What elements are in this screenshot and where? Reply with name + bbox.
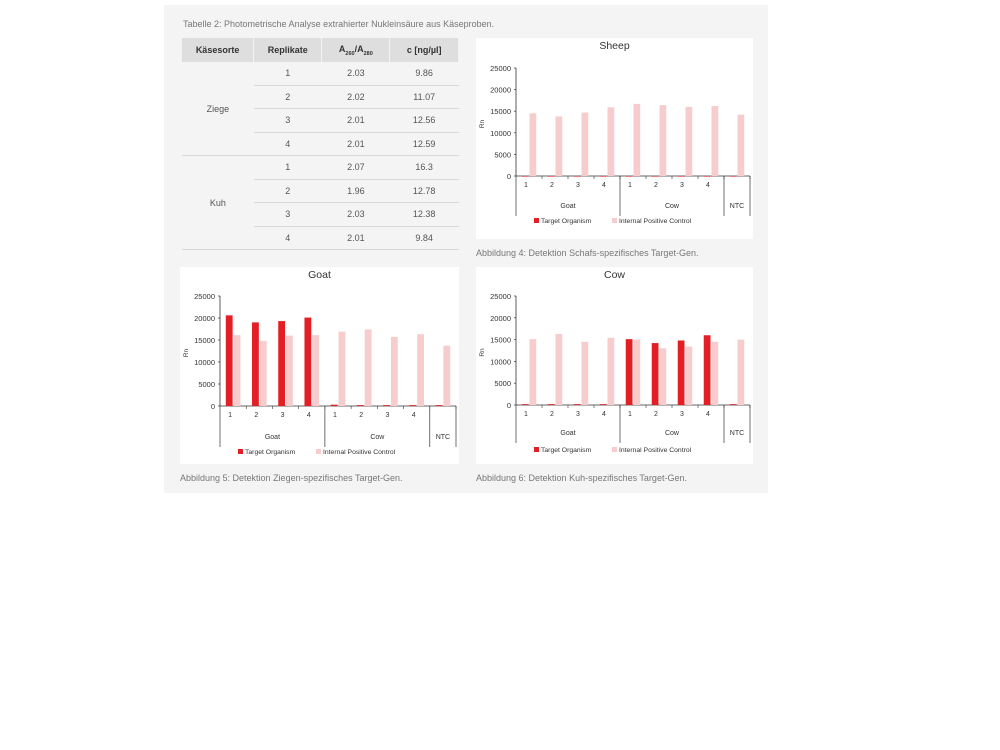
bar-internal-positive-control bbox=[530, 339, 537, 405]
y-tick-label: 20000 bbox=[194, 314, 215, 323]
table-row bbox=[182, 62, 459, 85]
bar-internal-positive-control bbox=[686, 347, 693, 405]
x-tick-label: 3 bbox=[680, 182, 684, 189]
bar-internal-positive-control bbox=[634, 104, 641, 176]
x-tick-label: 1 bbox=[628, 182, 632, 189]
bar-target-organism bbox=[331, 405, 338, 406]
bar-target-organism bbox=[678, 176, 685, 177]
x-group-label: Goat bbox=[560, 430, 576, 437]
bar-internal-positive-control bbox=[417, 334, 424, 406]
header-ratio-sub1: 260 bbox=[345, 50, 355, 57]
x-tick-label: 3 bbox=[385, 412, 390, 419]
table-row bbox=[182, 156, 459, 180]
x-tick-label: 4 bbox=[411, 412, 416, 419]
bar-internal-positive-control bbox=[738, 115, 745, 176]
cell-replikat: 1 bbox=[254, 62, 322, 85]
legend-swatch-target-organism bbox=[534, 447, 539, 452]
bar-internal-positive-control bbox=[712, 342, 719, 405]
bar-target-organism bbox=[574, 404, 581, 405]
legend-label-internal-positive-control: Internal Positive Control bbox=[619, 447, 692, 454]
bar-internal-positive-control bbox=[660, 105, 667, 176]
bar-target-organism bbox=[704, 176, 711, 177]
bar-target-organism bbox=[548, 176, 555, 177]
bar-target-organism bbox=[409, 405, 416, 406]
y-tick-label: 5000 bbox=[494, 150, 511, 160]
cell-ratio: 1.96 bbox=[322, 179, 390, 203]
header-ratio-sep: /A bbox=[354, 43, 364, 54]
bar-internal-positive-control bbox=[608, 338, 615, 405]
bar-internal-positive-control bbox=[582, 112, 589, 176]
bar-internal-positive-control bbox=[391, 337, 398, 406]
bar-internal-positive-control bbox=[738, 340, 745, 405]
table-header-row bbox=[182, 38, 459, 62]
bar-internal-positive-control bbox=[686, 107, 693, 176]
bar-target-organism bbox=[626, 176, 633, 177]
x-group-label: NTC bbox=[729, 430, 745, 437]
x-group-label: Cow bbox=[370, 434, 385, 441]
chart-sheep bbox=[476, 38, 753, 239]
x-tick-label: 3 bbox=[680, 411, 684, 418]
y-tick-label: 0 bbox=[210, 402, 215, 411]
y-tick-label: 25000 bbox=[490, 292, 511, 301]
bar-target-organism bbox=[626, 339, 633, 405]
y-tick-label: 0 bbox=[506, 172, 511, 181]
chart-title: Sheep bbox=[599, 40, 630, 52]
header-concentration: c [ng/µl] bbox=[390, 38, 459, 62]
bar-target-organism bbox=[278, 321, 285, 406]
cell-conc: 12.38 bbox=[390, 203, 459, 227]
x-group-label: NTC bbox=[729, 203, 745, 210]
y-tick-label: 25000 bbox=[194, 292, 215, 301]
bar-target-organism bbox=[678, 340, 685, 405]
bar-internal-positive-control bbox=[260, 341, 267, 406]
chart-cow-svg bbox=[476, 267, 753, 464]
x-tick-label: 1 bbox=[333, 412, 337, 419]
y-tick-label: 5000 bbox=[198, 380, 215, 389]
x-tick-label: 4 bbox=[602, 182, 606, 189]
caption-figure-5: Abbildung 5: Detektion Ziegen-spezifisches Target-Gen. bbox=[180, 473, 403, 483]
bar-target-organism bbox=[600, 404, 607, 405]
cell-conc: 12.56 bbox=[390, 109, 459, 133]
chart-goat bbox=[180, 267, 459, 464]
bar-target-organism bbox=[600, 176, 607, 177]
header-kaesesorte: Käsesorte bbox=[182, 38, 254, 62]
bar-internal-positive-control bbox=[443, 346, 450, 406]
cell-conc: 12.59 bbox=[390, 132, 459, 156]
group-cell-kuh: Kuh bbox=[182, 156, 254, 250]
legend-label-target-organism: Target Organism bbox=[245, 449, 296, 456]
bar-internal-positive-control bbox=[556, 334, 563, 405]
x-group-label: Goat bbox=[560, 203, 576, 210]
x-tick-label: 2 bbox=[254, 412, 259, 419]
y-tick-label: 25000 bbox=[490, 64, 511, 73]
bar-internal-positive-control bbox=[582, 342, 589, 405]
chart-title: Cow bbox=[603, 269, 626, 281]
cell-replikat: 2 bbox=[254, 179, 322, 203]
legend-swatch-target-organism bbox=[534, 218, 539, 223]
x-group-label: Goat bbox=[264, 434, 281, 441]
bar-target-organism bbox=[383, 405, 390, 406]
chart-sheep-svg bbox=[476, 38, 753, 239]
legend-swatch-target-organism bbox=[238, 449, 243, 454]
x-tick-label: 2 bbox=[550, 182, 554, 189]
bar-internal-positive-control bbox=[608, 107, 615, 176]
bar-internal-positive-control bbox=[712, 106, 719, 176]
x-tick-label: 2 bbox=[550, 411, 554, 418]
bar-internal-positive-control bbox=[660, 348, 667, 405]
bar-target-organism bbox=[226, 315, 233, 406]
x-tick-label: 2 bbox=[654, 182, 658, 189]
cell-replikat: 3 bbox=[254, 203, 322, 227]
bar-internal-positive-control bbox=[339, 332, 346, 406]
x-tick-label: 1 bbox=[228, 412, 233, 419]
cell-conc: 11.07 bbox=[390, 85, 459, 109]
bar-target-organism bbox=[522, 404, 529, 405]
cell-ratio: 2.07 bbox=[322, 156, 390, 180]
x-tick-label: 1 bbox=[628, 411, 632, 418]
x-tick-label: 2 bbox=[359, 412, 364, 419]
bar-target-organism bbox=[652, 343, 659, 405]
bar-internal-positive-control bbox=[365, 329, 372, 406]
x-group-label: Cow bbox=[664, 430, 680, 437]
legend-label-internal-positive-control: Internal Positive Control bbox=[323, 449, 396, 456]
bar-target-organism bbox=[704, 335, 711, 405]
y-axis-label: Rn bbox=[479, 348, 486, 357]
y-axis-label: Rn bbox=[183, 348, 190, 358]
header-ratio-a: A bbox=[338, 43, 346, 54]
legend-label-target-organism: Target Organism bbox=[541, 218, 592, 225]
chart-goat-svg bbox=[180, 267, 459, 464]
x-group-label: NTC bbox=[435, 434, 451, 441]
cell-replikat: 4 bbox=[254, 226, 322, 250]
cell-ratio: 2.01 bbox=[322, 109, 390, 133]
bar-internal-positive-control bbox=[556, 116, 563, 176]
x-tick-label: 1 bbox=[524, 411, 528, 418]
y-tick-label: 15000 bbox=[490, 335, 511, 345]
cell-replikat: 3 bbox=[254, 109, 322, 133]
cell-ratio: 2.03 bbox=[322, 62, 390, 85]
x-tick-label: 3 bbox=[576, 411, 580, 418]
photometric-table bbox=[182, 38, 459, 250]
bar-target-organism bbox=[548, 404, 555, 405]
bar-target-organism bbox=[574, 176, 581, 177]
legend-label-target-organism: Target Organism bbox=[541, 447, 592, 454]
y-tick-label: 0 bbox=[506, 401, 511, 410]
header-ratio bbox=[322, 38, 390, 62]
bar-target-organism bbox=[436, 405, 443, 406]
x-tick-label: 2 bbox=[654, 411, 658, 418]
cell-replikat: 1 bbox=[254, 156, 322, 180]
table-caption: Tabelle 2: Photometrische Analyse extrahierter Nukleinsäure aus Käseproben. bbox=[183, 19, 495, 29]
x-tick-label: 4 bbox=[706, 182, 710, 189]
cell-conc: 16.3 bbox=[390, 156, 459, 180]
cell-ratio: 2.03 bbox=[322, 203, 390, 227]
y-tick-label: 20000 bbox=[490, 85, 511, 95]
y-axis-label: Rn bbox=[479, 119, 486, 129]
bar-internal-positive-control bbox=[286, 336, 293, 406]
bar-target-organism bbox=[730, 176, 737, 177]
group-cell-ziege: Ziege bbox=[182, 62, 254, 156]
cell-ratio: 2.01 bbox=[322, 226, 390, 250]
cell-ratio: 2.02 bbox=[322, 85, 390, 109]
caption-figure-6: Abbildung 6: Detektion Kuh-spezifisches Target-Gen. bbox=[476, 473, 687, 483]
x-group-label: Cow bbox=[664, 203, 680, 210]
bar-internal-positive-control bbox=[312, 335, 319, 406]
header-replikate: Replikate bbox=[254, 38, 322, 62]
y-tick-label: 15000 bbox=[490, 107, 511, 117]
caption-figure-4: Abbildung 4: Detektion Schafs-spezifisches Target-Gen. bbox=[476, 248, 699, 258]
y-tick-label: 10000 bbox=[490, 128, 511, 138]
y-tick-label: 5000 bbox=[494, 379, 511, 389]
y-tick-label: 20000 bbox=[490, 313, 511, 323]
x-tick-label: 3 bbox=[576, 182, 580, 189]
bar-target-organism bbox=[652, 176, 659, 177]
legend-swatch-internal-positive-control bbox=[612, 218, 617, 223]
bar-target-organism bbox=[252, 322, 259, 406]
cell-replikat: 4 bbox=[254, 132, 322, 156]
bar-target-organism bbox=[522, 176, 529, 177]
bar-internal-positive-control bbox=[234, 335, 241, 406]
y-tick-label: 15000 bbox=[194, 336, 215, 345]
cell-replikat: 2 bbox=[254, 85, 322, 109]
cell-conc: 12.78 bbox=[390, 179, 459, 203]
x-tick-label: 4 bbox=[306, 412, 311, 419]
y-tick-label: 10000 bbox=[490, 357, 511, 367]
chart-cow bbox=[476, 267, 753, 464]
cell-conc: 9.86 bbox=[390, 62, 459, 85]
x-tick-label: 3 bbox=[280, 412, 285, 419]
bar-internal-positive-control bbox=[634, 340, 641, 405]
legend-swatch-internal-positive-control bbox=[612, 447, 617, 452]
chart-title: Goat bbox=[308, 269, 331, 281]
cell-conc: 9.84 bbox=[390, 226, 459, 250]
legend-swatch-internal-positive-control bbox=[316, 449, 321, 454]
y-tick-label: 10000 bbox=[194, 358, 215, 367]
x-tick-label: 4 bbox=[602, 411, 606, 418]
x-tick-label: 1 bbox=[524, 182, 528, 189]
bar-target-organism bbox=[357, 405, 364, 406]
bar-target-organism bbox=[304, 318, 311, 406]
bar-internal-positive-control bbox=[530, 113, 537, 176]
bar-target-organism bbox=[730, 404, 737, 405]
legend-label-internal-positive-control: Internal Positive Control bbox=[619, 218, 692, 225]
x-tick-label: 4 bbox=[706, 411, 710, 418]
header-ratio-sub2: 280 bbox=[363, 50, 373, 57]
cell-ratio: 2.01 bbox=[322, 132, 390, 156]
